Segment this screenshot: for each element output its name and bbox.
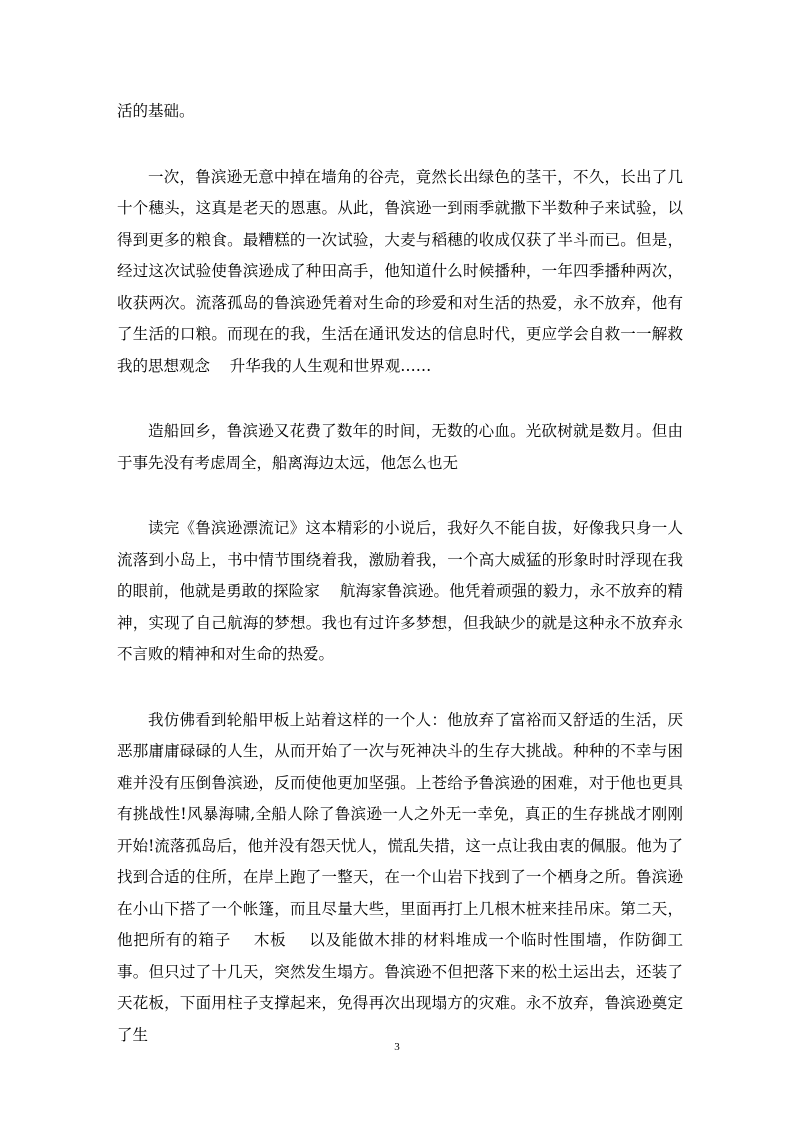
paragraph-continuation: 活的基础。 <box>117 102 195 120</box>
paragraph-grain-experiment: 一次，鲁滨逊无意中掉在墙角的谷壳，竟然长出绿色的茎干，不久，长出了几十个穗头，这真是老天的恩惠。从此，鲁滨逊一到雨季就撒下半数种子来试验，以得到更多的粮食。最糟糕的一次试验，大麦与稻穗的收成仅获了半斗而已。但是，经过这次试验使鲁滨逊成了种田高手，他知道什么时候播种，一年四季播种两次，收获两次。流落孤岛的鲁滨逊凭着对生命的珍爱和对生活的热爱，永不放弃，他有了生活的口粮。而现在的我，生活在通讯发达的信息时代，更应学会自救一一解救我的思想观念 升华我的人生观和世界观…… <box>117 167 683 375</box>
page-number: 3 <box>394 1041 400 1053</box>
paragraph-boat-building: 造船回乡，鲁滨逊又花费了数年的时间，无数的心血。光砍树就是数月。但由于事先没有考虑周全，船离海边太远，他怎么也无 <box>117 422 683 472</box>
paragraph-reading-reflection: 读完《鲁滨逊漂流记》这本精彩的小说后，我好久不能自拔，好像我只身一人流落到小岛上，书中情节围绕着我，激励着我，一个高大威猛的形象时时浮现在我的眼前，他就是勇敢的探险家 航海家鲁滨逊。他凭着顽强的毅力，永不放弃的精神，实现了自己航海的梦想。我也有过许多梦想，但我缺少的就是这种永不放弃永不言败的精神和对生命的热爱。 <box>117 519 683 663</box>
document-body <box>117 96 683 1085</box>
paragraph-survival-challenge: 我仿佛看到轮船甲板上站着这样的一个人：他放弃了富裕而又舒适的生活，厌恶那庸庸碌碌的人生，从而开始了一次与死神决斗的生存大挑战。种种的不幸与困难并没有压倒鲁滨逊，反而使他更加坚强。上苍给予鲁滨逊的困难，对于他也更具有挑战性!风暴海啸,全船人除了鲁滨逊一人之外无一幸免，真正的生存挑战才刚刚开始!流落孤岛后，他并没有怨天忧人，慌乱失措，这一点让我由衷的佩服。他为了找到合适的住所，在岸上跑了一整天，在一个山岩下找到了一个栖身之所。鲁滨逊在小山下搭了一个帐篷，而且尽量大些，里面再打上几根木桩来挂吊床。第二天，他把所有的箱子 木板 以及能做木排的材料堆成一个临时性围墙，作防御工事。但只过了十几天，突然发生塌方。鲁滨逊不但把落下来的松土运出去，还装了天花板，下面用柱子支撑起来，免得再次出现塌方的灾难。永不放弃，鲁滨逊奠定了生 <box>117 710 683 1044</box>
